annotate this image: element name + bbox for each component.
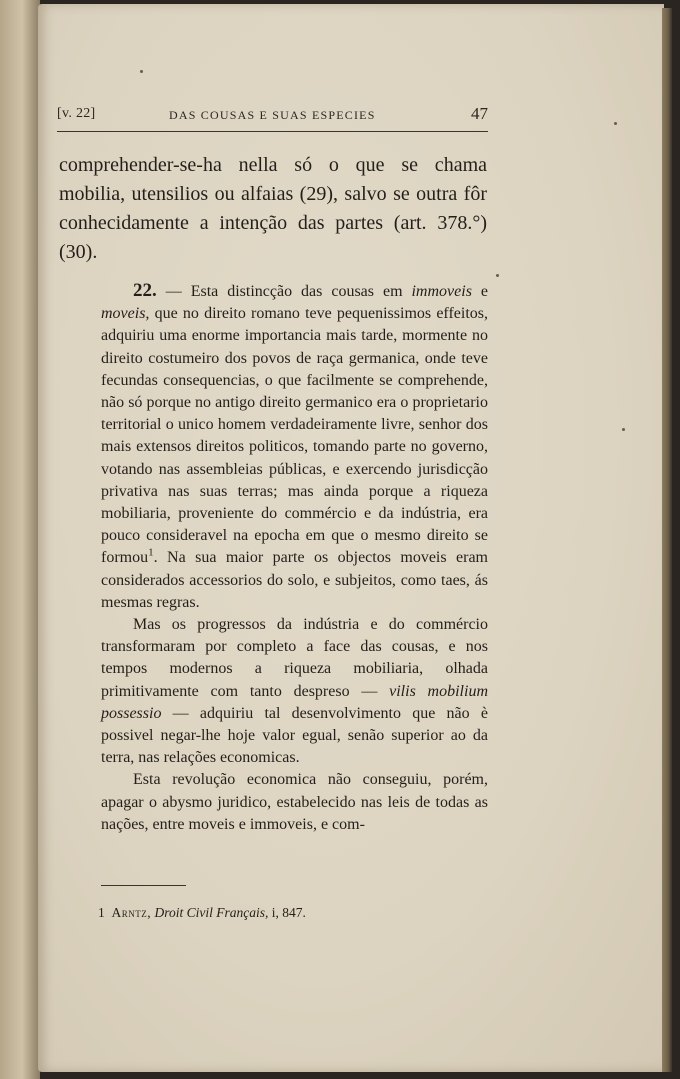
paper-speck	[622, 428, 625, 431]
header-rule	[57, 131, 488, 132]
facing-page-edge	[0, 0, 40, 1079]
footnote-reference[interactable]: 1	[148, 547, 154, 560]
footnote-work: Droit Civil Français,	[154, 905, 269, 920]
page-stack-edge	[662, 8, 672, 1072]
footnote	[98, 905, 498, 921]
footnote-ref: i, 847.	[271, 905, 306, 920]
running-header	[57, 104, 488, 126]
section-22	[101, 280, 488, 836]
opening-paragraph: comprehender-se-ha nella só o que se chama mobilia, utensilios ou alfaias (29), salvo se outra fôr conhecidamente a intenção das partes (art. 378.°) (30).	[59, 154, 487, 263]
page-number: 47	[471, 104, 488, 123]
section-reference: [v. 22]	[57, 106, 96, 121]
footnote-rule	[101, 885, 186, 886]
section-number: 22.	[133, 280, 157, 301]
paper-speck	[140, 70, 143, 73]
paragraph-1: 22. — Esta distincção das cousas em immoveis e moveis, que no direito romano teve pequenissimos effeitos, adquiriu uma enorme importancia mais tarde, mormente no direito costumeiro dos povos de raça germanica, onde teve fecundas consequencias, o que facilmente se comprehende, não só porque no antigo direito germanico era o proprietario territorial o unico homem verdadeiramente livre, senhor dos mais extensos direitos politicos, tomando parte no governo, votando nas assembleias públicas, e exercendo jurisdicção privativa nas suas terras; mas ainda porque a riqueza mobiliaria, proveniente do commércio e da indústria, era pouco consideravel na epocha em que o mesmo direito se formou$^1$. Na sua maior parte os objectos moveis eram considerados accessorios do solo, e subjeitos, como taes, ás mesmas regras.	[101, 280, 488, 611]
paragraph-3: Esta revolução economica não conseguiu, porém, apagar o abysmo juridico, estabelecido nas leis de todas as nações, entre moveis e immoveis, e com-	[101, 771, 488, 833]
footnote-author: Arntz,	[111, 905, 152, 920]
running-title: DAS COUSAS E SUAS ESPECIES	[169, 108, 376, 122]
paper-speck	[496, 274, 499, 277]
paragraph-2: Mas os progressos da indústria e do commércio transformaram por completo a face das cousas, e nos tempos modernos a riqueza mobiliaria, olhada primitivamente com tanto despreso — vilis mobilium possessio — adquiriu tal desenvolvimento que não è possivel negar-lhe hoje valor egual, senão superior ao da terra, nas relações economicas.	[101, 616, 489, 767]
footnote-number: 1	[98, 905, 105, 920]
paper-speck	[614, 122, 617, 125]
